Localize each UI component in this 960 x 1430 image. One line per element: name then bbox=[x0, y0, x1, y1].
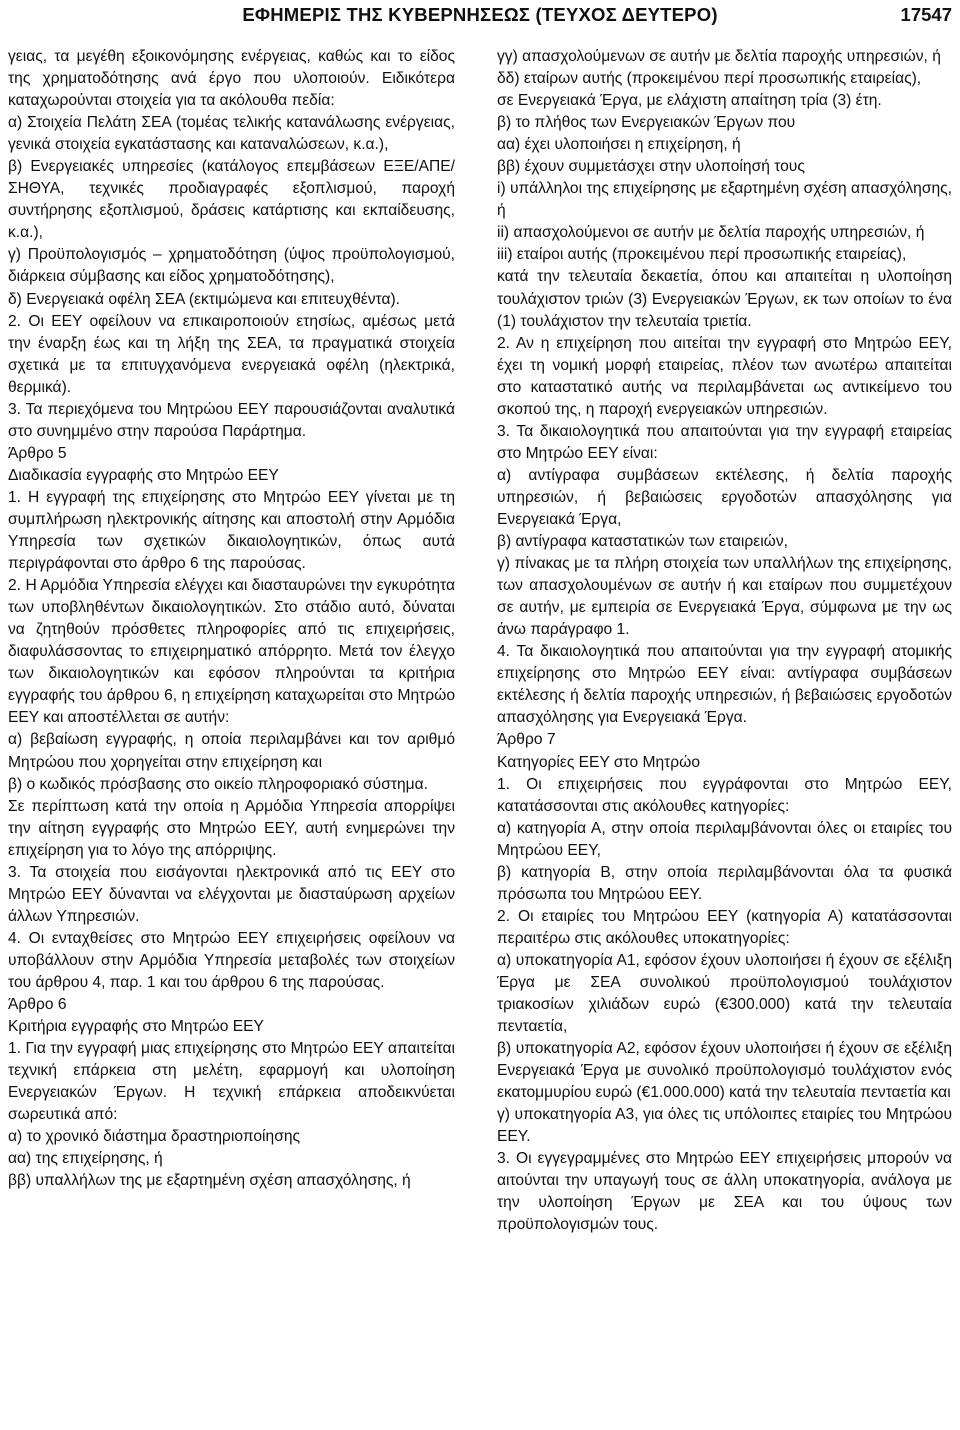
page-header bbox=[0, 0, 960, 32]
paragraph: δδ) εταίρων αυτής (προκειμένου περί προσωπικής εταιρείας), bbox=[497, 70, 922, 88]
paragraph: 2. Αν η επιχείρηση που αιτείται την εγγραφή στο Μητρώο ΕΕΥ, έχει τη νομική μορφή εταιρείας, πλέον των ανωτέρω απαιτείται στο καταστατικό αυτής να περιλαμβάνεται ως αντικείμενο του σκοπού της, η παροχή ενεργειακών υπηρεσιών. bbox=[497, 334, 952, 418]
article-number: Άρθρο 5 bbox=[8, 444, 67, 462]
article-title: Διαδικασία εγγραφής στο Μητρώο ΕΕΥ bbox=[8, 466, 279, 484]
paragraph: β) υποκατηγορία Α2, εφόσον έχουν υλοποιήσει ή έχουν σε εξέλιξη Ενεργειακά Έργα με συνολικό προϋπολογισμό τουλάχιστον ενός εκατομμυρίου ευρώ (€1.000.000) κατά την τελευταία πενταετία και bbox=[497, 1040, 952, 1102]
article-title: Κριτήρια εγγραφής στο Μητρώο ΕΕΥ bbox=[8, 1018, 264, 1036]
article-7 bbox=[497, 729, 952, 1236]
paragraph: iii) εταίροι αυτής (προκειμένου περί προσωπικής εταιρείας), bbox=[497, 246, 907, 264]
paragraph: αα) της επιχείρησης, ή bbox=[8, 1150, 163, 1168]
paragraph: ββ) έχουν συμμετάσχει στην υλοποίησή τους bbox=[497, 158, 805, 176]
paragraph: i) υπάλληλοι της επιχείρησης με εξαρτημένη σχέση απασχόλησης, ή bbox=[497, 180, 952, 220]
article-title: Κατηγορίες ΕΕΥ στο Μητρώο bbox=[497, 753, 701, 771]
right-column bbox=[497, 46, 952, 1237]
paragraph: 2. Οι ΕΕΥ οφείλουν να επικαιροποιούν ετησίως, αμέσως μετά την έναρξη έως και τη λήξη της ΣΕΑ, τα πραγματικά στοιχεία σχετικά με τα επιτυγχανόμενα ενεργειακά οφέλη (ηλεκτρικά, θερμικά). bbox=[8, 312, 455, 396]
paragraph: 2. Η Αρμόδια Υπηρεσία ελέγχει και διασταυρώνει την εγκυρότητα των υποβληθέντων δικαιολογητικών. Στο στάδιο αυτό, δύναται να ζητηθούν πρόσθετες πληροφορίες από τις επιχειρήσεις, διαφυλάσσοντας το επιχειρηματικό απόρρητο. Μετά τον έλεγχο των δικαιολογητικών και εφόσον πληρούνται τα κριτήρια εγγραφής του άρθρου 6, η επιχείρηση καταχωρείται στο Μητρώο ΕΕΥ και αποστέλλεται σε αυτήν: bbox=[8, 577, 455, 727]
paragraph: 2. Οι εταιρίες του Μητρώου ΕΕΥ (κατηγορία Α) κατατάσσονται περαιτέρω στις ακόλουθες υποκατηγορίες: bbox=[497, 907, 952, 947]
paragraph: ii) απασχολούμενοι σε αυτήν με δελτία παροχής υπηρεσιών, ή bbox=[497, 224, 925, 242]
paragraph: 3. Τα περιεχόμενα του Μητρώου ΕΕΥ παρουσιάζονται αναλυτικά στο συνημμένο στην παρούσα Παράρτημα. bbox=[8, 400, 455, 440]
paragraph: γγ) απασχολούμενων σε αυτήν με δελτία παροχής υπηρεσιών, ή bbox=[497, 48, 941, 65]
paragraph: α) αντίγραφα συμβάσεων εκτέλεσης, ή δελτία παροχής υπηρεσιών, ή βεβαιώσεις εργοδοτών απασχόλησης για Ενεργειακά Έργα, bbox=[497, 466, 952, 528]
paragraph: α) βεβαίωση εγγραφής, η οποία περιλαμβάνει και τον αριθμό Μητρώου που χορηγείται στην επιχείρηση και bbox=[8, 731, 455, 771]
paragraph: β) κατηγορία Β, στην οποία περιλαμβάνονται όλα τα φυσικά πρόσωπα του Μητρώου ΕΕΥ. bbox=[497, 863, 952, 903]
paragraph: 3. Τα δικαιολογητικά που απαιτούνται για την εγγραφή εταιρείας στο Μητρώο ΕΕΥ είναι: bbox=[497, 422, 952, 462]
paragraph: γειας, τα μεγέθη εξοικονόμησης ενέργειας, καθώς και το είδος της χρηματοδότησης ανά έργο που υλοποιούν. Ειδικότερα καταχωρούνται στοιχεία για τα ακόλουθα πεδία: bbox=[8, 48, 455, 110]
gazette-title: ΕΦΗΜΕΡΙΣ ΤΗΣ ΚΥΒΕΡΝΗΣΕΩΣ (ΤΕΥΧΟΣ ΔΕΥΤΕΡΟ) bbox=[242, 4, 718, 25]
paragraph: α) Στοιχεία Πελάτη ΣΕΑ (τομέας τελικής κατανάλωσης ενέργειας, γενικά στοιχεία εγκατάστασης και καταναλώσεων, κ.α.), bbox=[8, 114, 455, 154]
paragraph: 1. Η εγγραφή της επιχείρησης στο Μητρώο ΕΕΥ γίνεται με τη συμπλήρωση ηλεκτρονικής αίτησης και αποστολή στην Αρμόδια Υπηρεσία των σχετικών δικαιολογητικών, όπως αυτά περιγράφονται στο άρθρο 6 της παρούσας. bbox=[8, 488, 455, 573]
paragraph: 4. Τα δικαιολογητικά που απαιτούνται για την εγγραφή ατομικής επιχείρησης στο Μητρώο ΕΕΥ είναι: αντίγραφα συμβάσεων εκτέλεσης ή δελτία παροχής υπηρεσιών, ή βεβαιώσεις εργοδοτών απασχόλησης για Ενεργειακά Έργα. bbox=[497, 643, 952, 727]
paragraph: αα) έχει υλοποιήσει η επιχείρηση, ή bbox=[497, 136, 741, 154]
paragraph: γ) Προϋπολογισμός – χρηματοδότηση (ύψος προϋπολογισμού, διάρκεια σύμβασης και είδος χρηματοδότησης), bbox=[8, 246, 455, 286]
paragraph: ββ) υπαλλήλων της με εξαρτημένη σχέση απασχόλησης, ή bbox=[8, 1172, 411, 1190]
paragraph: β) αντίγραφα καταστατικών των εταιρειών, bbox=[497, 533, 788, 551]
article-6 bbox=[8, 994, 455, 1192]
article-number: Άρθρο 6 bbox=[8, 996, 67, 1014]
article-number: Άρθρο 7 bbox=[497, 731, 556, 749]
paragraph: 3. Τα στοιχεία που εισάγονται ηλεκτρονικά από τις ΕΕΥ στο Μητρώο ΕΕΥ δύνανται να ελέγχονται με διασταύρωση αρχείων άλλων Υπηρεσιών. bbox=[8, 863, 455, 925]
paragraph: α) κατηγορία Α, στην οποία περιλαμβάνονται όλες οι εταιρίες του Μητρώου ΕΕΥ, bbox=[497, 819, 952, 859]
paragraph: γ) υποκατηγορία Α3, για όλες τις υπόλοιπες εταιρίες του Μητρώου ΕΕΥ. bbox=[497, 1106, 952, 1146]
paragraph: 1. Οι επιχειρήσεις που εγγράφονται στο Μητρώο ΕΕΥ, κατατάσσονται στις ακόλουθες κατηγορίες: bbox=[497, 775, 952, 815]
paragraph: 1. Για την εγγραφή μιας επιχείρησης στο Μητρώο ΕΕΥ απαιτείται τεχνική επάρκεια στη μελέτη, εφαρμογή και υλοποίηση Ενεργειακών Έργων. Η τεχνική επάρκεια αποδεικνύεται σωρευτικά από: bbox=[8, 1040, 455, 1124]
left-column bbox=[8, 46, 455, 1192]
paragraph: β) ο κωδικός πρόσβασης στο οικείο πληροφοριακό σύστημα. bbox=[8, 775, 428, 793]
paragraph: β) το πλήθος των Ενεργειακών Έργων που bbox=[497, 114, 796, 132]
page-number: 17547 bbox=[900, 4, 952, 25]
paragraph: κατά την τελευταία δεκαετία, όπου και απαιτείται η υλοποίηση τουλάχιστον τριών (3) Ενεργειακών Έργων, εκ των οποίων το ένα (1) τουλάχιστον την τελευταία τριετία. bbox=[497, 268, 952, 330]
paragraph: γ) πίνακας με τα πλήρη στοιχεία των υπαλλήλων της επιχείρησης, των απασχολουμένων σε αυτήν ή και εταίρων που συμμετέχουν σε αυτήν, με εμπειρία σε Ενεργειακά Έργα, σύμφωνα με την ως άνω παράγραφο 1. bbox=[497, 555, 952, 639]
paragraph: α) υποκατηγορία Α1, εφόσον έχουν υλοποιήσει ή έχουν σε εξέλιξη Έργα με ΣΕΑ συνολικού προϋπολογισμού τουλάχιστον τριακοσίων χιλιάδων ευρώ (€300.000) κατά την τελευταία πενταετία, bbox=[497, 951, 952, 1036]
paragraph: 3. Οι εγγεγραμμένες στο Μητρώο ΕΕΥ επιχειρήσεις μπορούν να αιτούνται την υπαγωγή τους σε άλλη υποκατηγορία, ανάλογα με την υλοποίηση Έργων με ΣΕΑ και του ύψους των προϋπολογισμών τους. bbox=[497, 1150, 952, 1234]
paragraph: δ) Ενεργειακά οφέλη ΣΕΑ (εκτιμώμενα και επιτευχθέντα). bbox=[8, 290, 400, 308]
paragraph: 4. Οι ενταχθείσες στο Μητρώο ΕΕΥ επιχειρήσεις οφείλουν να υποβάλλουν στην Αρμόδια Υπηρεσία μεταβολές των στοιχείων του άρθρου 4, παρ. 1 και του άρθρου 6 της παρούσας. bbox=[8, 929, 455, 991]
paragraph: β) Ενεργειακές υπηρεσίες (κατάλογος επεμβάσεων ΕΞΕ/ΑΠΕ/ΣΗΘΥΑ, τεχνικές προδιαγραφές εξοπλισμού, παροχή συντήρησης εξοπλισμού, δράσεις κατάρτισης και εκπαίδευσης, κ.α.), bbox=[8, 158, 455, 242]
paragraph: σε Ενεργειακά Έργα, με ελάχιστη απαίτηση τρία (3) έτη. bbox=[497, 92, 882, 110]
article-5 bbox=[8, 443, 455, 994]
paragraph: Σε περίπτωση κατά την οποία η Αρμόδια Υπηρεσία απορρίψει την αίτηση εγγραφής στο Μητρώο ΕΕΥ, αυτή ενημερώνει την επιχείρηση για το λόγο της απόρριψης. bbox=[8, 797, 455, 859]
paragraph: α) το χρονικό διάστημα δραστηριοποίησης bbox=[8, 1128, 301, 1146]
